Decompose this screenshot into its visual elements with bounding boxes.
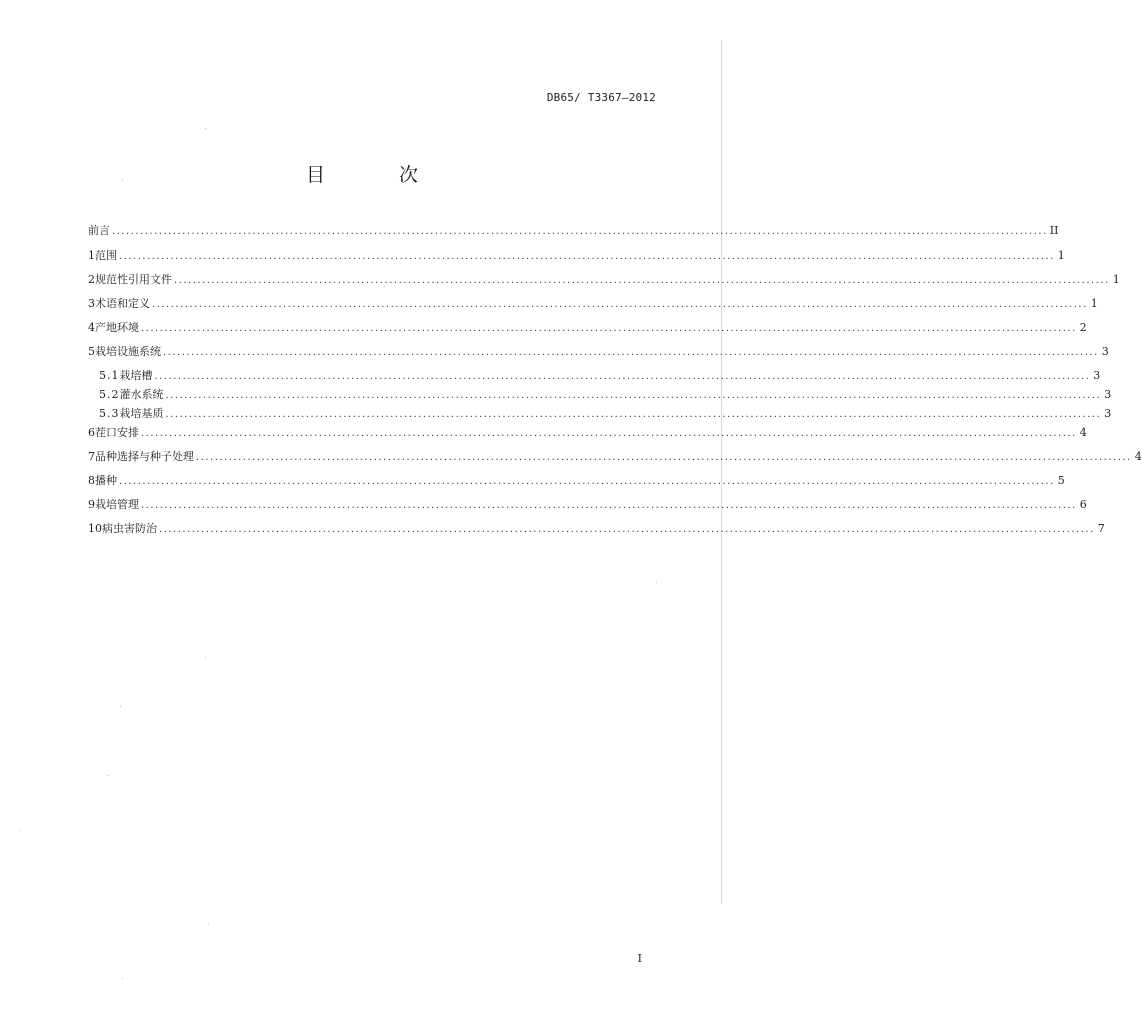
document-code: DB65/ T3367—2012	[546, 91, 656, 104]
toc-entry-label: 品种选择与种子处理	[95, 450, 194, 463]
toc-entry-page: 3	[1093, 369, 1101, 382]
toc-subentry	[88, 405, 1112, 424]
dot-leader: ........................................................................................................................................................................................................	[159, 524, 1095, 535]
toc-entry-label: 栽培基质	[119, 407, 164, 420]
scan-speck	[205, 128, 206, 129]
toc-entry-number: 4	[88, 321, 95, 334]
toc-entry	[88, 472, 1065, 496]
toc-entry	[88, 295, 1098, 319]
toc-entry-number: 5	[88, 345, 95, 358]
toc-entry	[88, 448, 1142, 472]
toc-entry-page: 3	[1101, 345, 1109, 358]
toc-entry	[88, 424, 1087, 448]
toc-entry	[88, 520, 1105, 544]
toc-entry-page: 3	[1104, 407, 1112, 420]
toc-entry-page: 1	[1057, 249, 1065, 262]
toc-entry-label: 播种	[95, 474, 117, 487]
toc-entry	[88, 247, 1065, 271]
toc-entry-number: 8	[88, 474, 95, 487]
toc-entry-page: 1	[1112, 273, 1120, 286]
toc-entry-number: 1	[88, 249, 95, 262]
toc-entry-number: 2	[88, 273, 95, 286]
toc-entry-number: 10	[88, 522, 102, 535]
toc-entry-label: 栽培管理	[95, 498, 139, 511]
toc-entry-number: 7	[88, 450, 95, 463]
scan-speck	[120, 706, 121, 707]
toc-entry-number: 5.1	[99, 369, 120, 382]
toc-entry-label: 栽培槽	[119, 369, 153, 382]
toc-entry-label: 术语和定义	[95, 297, 150, 310]
toc-entry	[88, 343, 1109, 367]
toc-entry-label: 前言	[88, 224, 110, 237]
toc-entry-label: 灌水系统	[119, 388, 164, 401]
toc-entry-page: 3	[1104, 388, 1112, 401]
toc-entry-page: 1	[1090, 297, 1098, 310]
toc-subentry	[88, 386, 1112, 405]
dot-leader: ........................................................................................................................................................................................................	[165, 409, 1102, 420]
toc-entry-page: 2	[1079, 321, 1087, 334]
dot-leader: ........................................................................................................................................................................................................	[154, 371, 1091, 382]
toc-subentry	[88, 367, 1101, 386]
table-of-contents	[88, 222, 1142, 544]
dot-leader: ........................................................................................................................................................................................................	[152, 299, 1088, 310]
scan-speck	[20, 830, 21, 831]
scan-speck	[208, 923, 209, 924]
toc-entry-label: 病虫害防治	[102, 522, 157, 535]
scan-speck	[122, 978, 123, 979]
toc-entry	[88, 319, 1087, 343]
dot-leader: ........................................................................................................................................................................................................	[165, 390, 1102, 401]
toc-entry-page: 7	[1097, 522, 1105, 535]
toc-entry-number: 5.2	[99, 388, 120, 401]
toc-entry-number: 9	[88, 498, 95, 511]
toc-entry-page: 4	[1134, 450, 1142, 463]
toc-entry-number: 3	[88, 297, 95, 310]
toc-entry-page: 5	[1057, 474, 1065, 487]
page-number: I	[637, 952, 642, 965]
toc-entry-page: II	[1049, 224, 1059, 237]
toc-entry-label: 规范性引用文件	[95, 273, 172, 286]
toc-entry-page: 4	[1079, 426, 1087, 439]
scan-speck	[656, 582, 657, 583]
toc-entry-label: 茬口安排	[95, 426, 139, 439]
toc-entry	[88, 271, 1120, 295]
toc-entry-number: 6	[88, 426, 95, 439]
dot-leader: ........................................................................................................................................................................................................	[141, 323, 1077, 334]
dot-leader: ........................................................................................................................................................................................................	[141, 500, 1077, 511]
toc-entry-page: 6	[1079, 498, 1087, 511]
dot-leader: ........................................................................................................................................................................................................	[119, 476, 1055, 487]
toc-entry-label: 产地环境	[95, 321, 139, 334]
dot-leader: ........................................................................................................................................................................................................	[174, 275, 1110, 286]
scan-speck	[205, 657, 206, 658]
scan-speck	[384, 286, 385, 287]
scan-speck	[108, 775, 109, 776]
dot-leader: ........................................................................................................................................................................................................	[112, 226, 1048, 237]
toc-entry	[88, 222, 1059, 247]
dot-leader: ........................................................................................................................................................................................................	[141, 428, 1077, 439]
toc-entry-number: 5.3	[99, 407, 120, 420]
toc-entry-label: 栽培设施系统	[95, 345, 161, 358]
scan-speck	[122, 180, 123, 181]
dot-leader: ........................................................................................................................................................................................................	[163, 347, 1099, 358]
dot-leader: ........................................................................................................................................................................................................	[196, 452, 1132, 463]
dot-leader: ........................................................................................................................................................................................................	[119, 251, 1055, 262]
toc-entry-label: 范围	[95, 249, 117, 262]
toc-entry	[88, 496, 1087, 520]
page-title: 目 次	[305, 164, 453, 186]
